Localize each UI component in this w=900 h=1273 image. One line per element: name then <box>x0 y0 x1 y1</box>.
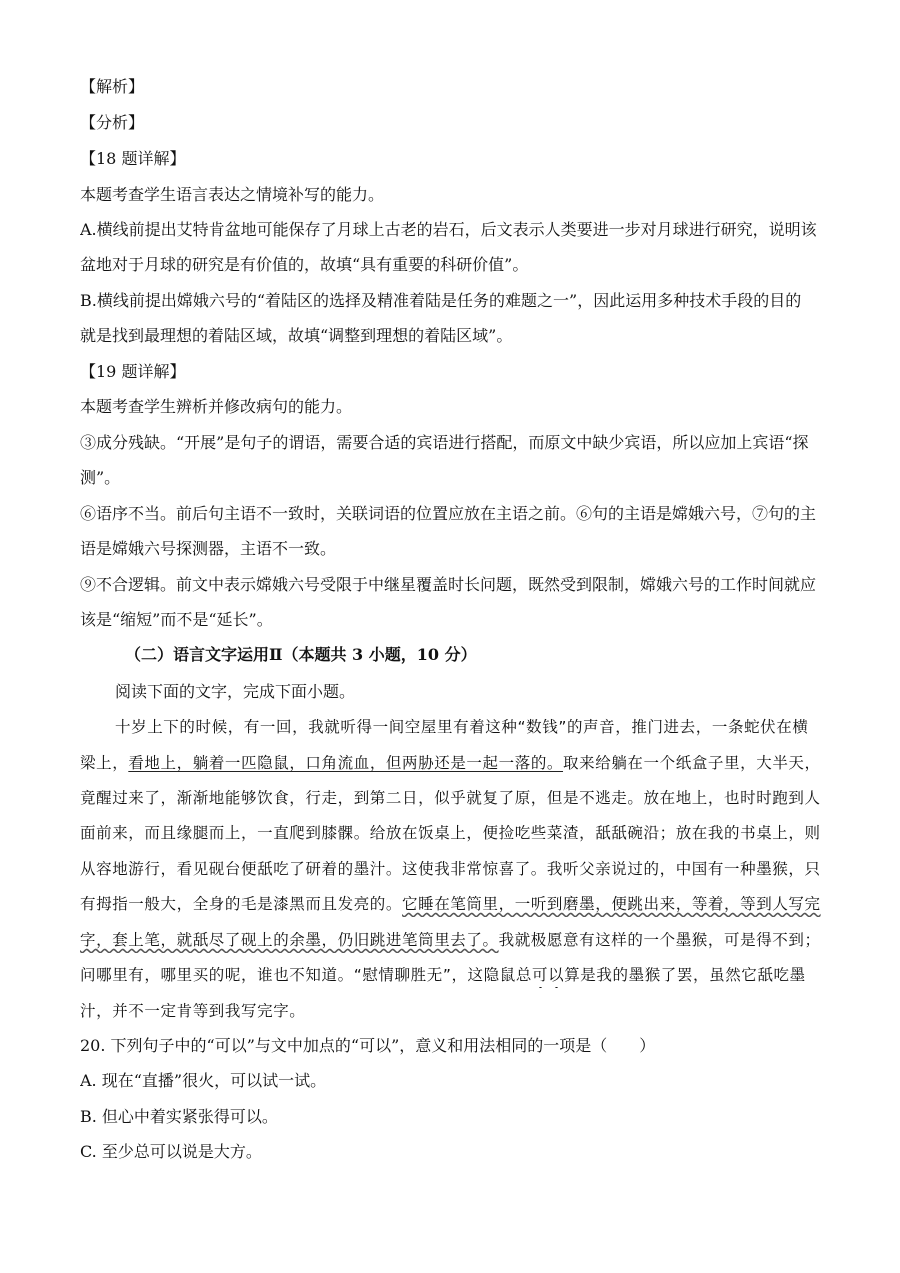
dotted-char-yi: 以 <box>548 966 565 984</box>
q18-b-line1: B.横线前提出嫦娥六号的“着陆区的选择及精准着陆是任务的难题之一”，因此运用多种技术手段的目的 <box>80 291 802 310</box>
passage-line-2 <box>80 752 825 776</box>
wavy-underlined-sentence-cont: 字，套上笔，就舐尽了砚上的余墨，仍旧跳进笔筒里去了。 <box>80 931 499 949</box>
passage-line-3: 竟醒过来了，渐渐地能够饮食，行走，到第二日，似乎就复了原，但是不逃走。放在地上，也时时跑到人 <box>80 789 821 807</box>
question-stem-text: 20. 下列句子中的“可以”与文中加点的“可以”，意义和用法相同的一项是（ <box>80 1036 608 1055</box>
q19-item9-line1: ⑨不合逻辑。前文中表示嫦娥六号受限于中继星覆盖时长问题，既然受到限制，嫦娥六号的工作时间就应 <box>80 575 817 594</box>
q18-intro: 本题考查学生语言表达之情境补写的能力。 <box>80 185 385 204</box>
option-a: A. 现在“直播”很火，可以试一试。 <box>80 1071 327 1090</box>
q19-item3-line1: ③成分残缺。“开展”是句子的谓语，需要合适的宾语进行搭配，而原文中缺少宾语，所以应加上宾语“探 <box>80 433 809 452</box>
passage-line-9: 汁，并不一定肯等到我写完字。 <box>80 1002 306 1020</box>
q18-b-line2: 就是找到最理想的着陆区域，故填“调整到理想的着陆区域”。 <box>80 326 513 345</box>
q19-item6-line2: 语是嫦娥六号探测器，主语不一致。 <box>80 539 337 558</box>
section-instruction: 阅读下面的文字，完成下面小题。 <box>115 682 356 701</box>
passage-text: 取来给躺在一个纸盒子里，大半天， <box>563 754 821 772</box>
passage-line-7 <box>80 929 825 953</box>
question-20-stem <box>80 1035 825 1059</box>
q18-heading: 【18 题详解】 <box>80 149 186 168</box>
section-title: （二）语言文字运用Ⅱ（本题共 3 小题，10 分） <box>125 645 477 664</box>
option-b: B. 但心中着实紧张得可以。 <box>80 1107 278 1126</box>
q18-a-line2: 盆地对于月球的研究是有价值的，故填“具有重要的科研价值”。 <box>80 255 529 274</box>
q19-intro: 本题考查学生辨析并修改病句的能力。 <box>80 397 353 416</box>
q19-item3-line2: 测”。 <box>80 468 121 487</box>
q18-a-line1: A.横线前提出艾特肯盆地可能保存了月球上古老的岩石，后文表示人类要进一步对月球进行研究，说明该 <box>80 220 817 239</box>
passage-text: 我就极愿意有这样的一个墨猴，可是得不到； <box>498 931 821 949</box>
dotted-char-ke: 可 <box>531 966 549 984</box>
fenxi-label: 【分析】 <box>80 113 145 132</box>
option-c: C. 至少总可以说是大方。 <box>80 1142 262 1161</box>
wavy-underlined-sentence: 它睡在笔筒里，一听到磨墨，便跳出来，等着，等到人写完 <box>402 895 821 913</box>
analysis-label: 【解析】 <box>80 77 145 96</box>
passage-line-1: 十岁上下的时候，有一回，我就听得一间空屋里有着这种“数钱”的声音，推门进去，一条蛇伏在横 <box>115 718 809 736</box>
passage-line-8 <box>80 964 825 988</box>
q19-item9-line2: 该是“缩短”而不是“延长”。 <box>80 610 273 629</box>
passage-text: 算是我的墨猴了罢，虽然它舐吃墨 <box>564 966 806 984</box>
q19-item6-line1: ⑥语序不当。前后句主语不一致时，关联词语的位置应放在主语之前。⑥句的主语是嫦娥六号，⑦句的主 <box>80 504 817 523</box>
passage-text: 问哪里有，哪里买的呢，谁也不知道。“慰情聊胜无”，这隐鼠总 <box>80 966 532 984</box>
passage-text: 有拇指一般大，全身的毛是漆黑而且发亮的。 <box>80 895 403 913</box>
passage-text: 梁上， <box>80 754 129 772</box>
passage-line-4: 面前来，而且缘腿而上，一直爬到膝髁。给放在饭桌上，便捡吃些菜渣，舐舐碗沿；放在我的书桌上，则 <box>80 824 821 842</box>
passage-line-6 <box>80 893 825 917</box>
underlined-sentence-1: 看地上，躺着一匹隐鼠，口角流血，但两胁还是一起一落的。 <box>128 754 564 772</box>
passage-line-5: 从容地游行，看见砚台便舐吃了研着的墨汁。这使我非常惊喜了。我听父亲说过的，中国有一种墨猴，只 <box>80 860 821 878</box>
question-stem-close: ） <box>639 1036 656 1055</box>
q19-heading: 【19 题详解】 <box>80 362 186 381</box>
